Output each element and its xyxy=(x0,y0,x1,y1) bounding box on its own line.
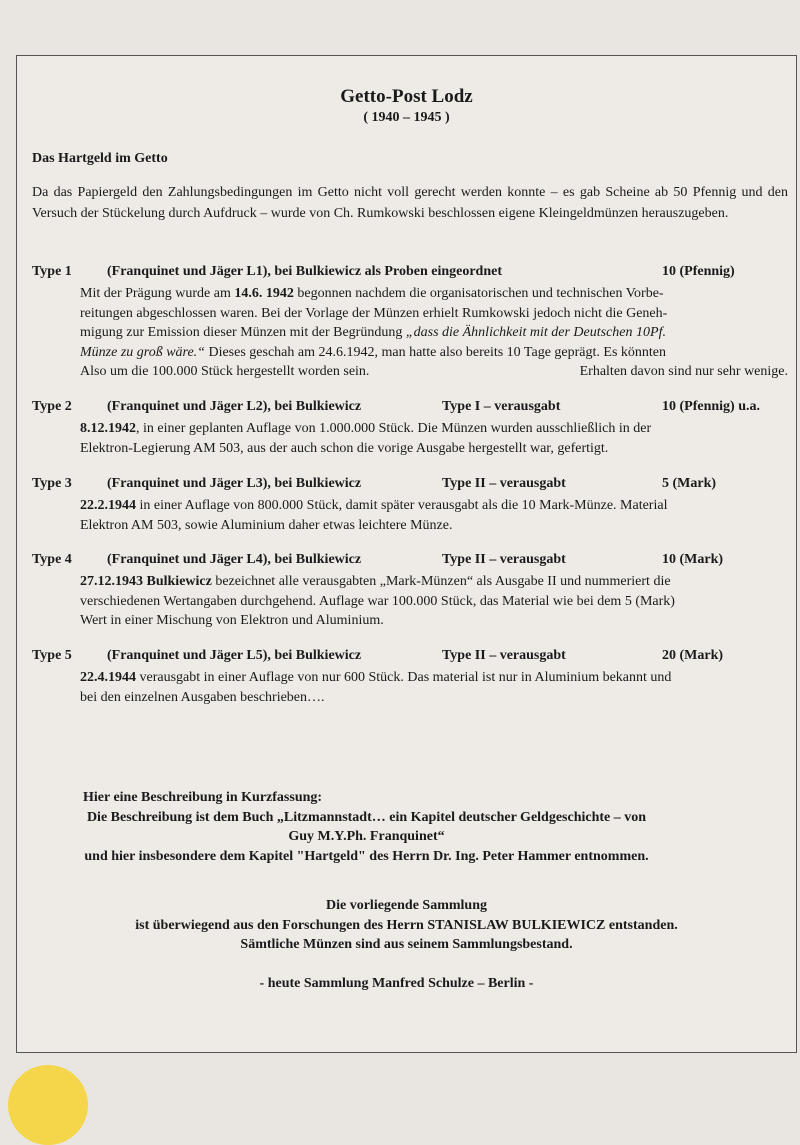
description-line xyxy=(80,592,788,612)
text-part: , in einer geplanten Auflage von 1.000.000 Stück. Die Münzen wurden ausschließlich in der xyxy=(136,421,652,436)
page-subtitle: ( 1940 – 1945 ) xyxy=(363,110,450,125)
type-reference: (Franquinet und Jäger L5), bei Bulkiewicz xyxy=(107,648,362,663)
text-part: begonnen nachdem die organisatorischen und technischen Vorbe- xyxy=(293,286,664,301)
text-part: reitungen abgeschlossen waren. Bei der Vorlage der Münzen erhielt Rumkowski jedoch nicht die Geneh- xyxy=(80,305,668,321)
text-part: Dieses geschah am 24.6.1942, man hatte also bereits 10 Tage geprägt. Es könnten xyxy=(204,344,666,360)
description-line xyxy=(80,516,788,536)
description-line xyxy=(80,496,788,516)
type-value: 5 (Mark) xyxy=(662,476,717,491)
bold-text: 22.4.1944 xyxy=(80,670,136,685)
footer-note: - heute Sammlung Manfred Schulze – Berlin - xyxy=(259,976,534,991)
type-label: Type 3 xyxy=(32,476,72,491)
document-page xyxy=(16,55,797,1053)
description-line xyxy=(80,572,788,592)
collection-line: Sämtliche Münzen sind aus seinem Sammlungsbestand. xyxy=(240,937,573,952)
section-heading: Das Hartgeld im Getto xyxy=(32,151,168,166)
type-label: Type 1 xyxy=(32,264,72,279)
description-line xyxy=(80,688,788,708)
type-label: Type 5 xyxy=(32,648,72,663)
type-reference: (Franquinet und Jäger L4), bei Bulkiewicz xyxy=(107,552,362,567)
collection-block xyxy=(17,896,796,955)
description-line xyxy=(80,439,788,459)
text-part: Elektron AM 503, sowie Aluminium daher etwas leichtere Münze. xyxy=(80,517,453,533)
description-line xyxy=(80,304,788,324)
type-value: 20 (Mark) xyxy=(662,648,724,663)
type-header xyxy=(32,264,792,284)
bold-text: 8.12.1942 xyxy=(80,421,136,436)
description-line xyxy=(80,611,788,631)
description-line xyxy=(80,323,788,343)
description-line xyxy=(80,419,788,439)
type-header xyxy=(32,552,792,572)
type-description xyxy=(80,419,788,458)
type-label: Type 4 xyxy=(32,552,72,567)
type-status: Type I – verausgabt xyxy=(442,399,561,414)
page-title: Getto-Post Lodz xyxy=(340,86,473,107)
text-part: migung zur Emission dieser Münzen mit der Begründung xyxy=(80,325,406,340)
type-description xyxy=(80,284,788,382)
summary-line: Hier eine Beschreibung in Kurzfassung: xyxy=(83,790,323,805)
type-reference: (Franquinet und Jäger L1), bei Bulkiewicz als Proben eingeordnet xyxy=(107,264,502,279)
type-status: Type II – verausgabt xyxy=(442,552,566,567)
bold-text: 22.2.1944 xyxy=(80,498,136,513)
type-status: Type II – verausgabt xyxy=(442,476,566,491)
type-description xyxy=(80,496,788,535)
type-value: 10 (Mark) xyxy=(662,552,724,567)
italic-text: „dass die Ähnlichkeit mit der Deutschen 10Pf. xyxy=(405,325,666,340)
preserved-note: Erhalten davon sind nur sehr wenige. xyxy=(579,364,788,379)
summary-line: Guy M.Y.Ph. Franquinet“ xyxy=(288,829,445,844)
type-label: Type 2 xyxy=(32,399,72,414)
summary-block xyxy=(0,788,756,866)
yellow-circle-mark xyxy=(8,1065,88,1145)
text-part: in einer Auflage von 800.000 Stück, damit später verausgabt als die 10 Mark-Münze. Material xyxy=(136,498,668,513)
text-part: Also um die 100.000 Stück hergestellt worden sein. xyxy=(80,364,370,379)
intro-paragraph: Da das Papiergeld den Zahlungsbedingungen im Getto nicht voll gerecht werden konnte – es gab Scheine ab 50 Pfennig und den Versuch der Stückelung durch Aufdruck – wurde von Ch. Rumkowski beschlossen eigene Kleingeldmünzen herauszugeben. xyxy=(32,185,788,221)
type-value: 10 (Pfennig) xyxy=(662,264,735,279)
bold-text: 27.12.1943 Bulkiewicz xyxy=(80,574,212,589)
bold-text: 14.6. 1942 xyxy=(234,286,294,301)
description-line xyxy=(80,343,788,363)
text-part: Wert in einer Mischung von Elektron und Aluminium. xyxy=(80,613,384,628)
type-reference: (Franquinet und Jäger L3), bei Bulkiewicz xyxy=(107,476,362,491)
text-part: verausgabt in einer Auflage von nur 600 Stück. Das material ist nur in Aluminium bekannt und xyxy=(136,670,672,685)
text-part: bei den einzelnen Ausgaben beschrieben…. xyxy=(80,689,325,705)
type-header xyxy=(32,476,792,496)
collection-line: ist überwiegend aus den Forschungen des Herrn STANISLAW BULKIEWICZ entstanden. xyxy=(135,917,678,933)
type-header xyxy=(32,399,792,419)
summary-line: Die Beschreibung ist dem Buch „Litzmannstadt… ein Kapitel deutscher Geldgeschichte – von xyxy=(86,809,647,825)
collection-line: Die vorliegende Sammlung xyxy=(326,898,487,913)
italic-text: Münze zu groß wäre.“ xyxy=(80,344,205,360)
text-part: Mit der Prägung wurde am xyxy=(80,286,235,301)
type-description xyxy=(80,572,788,631)
type-value: 10 (Pfennig) u.a. xyxy=(662,399,760,414)
description-line xyxy=(80,284,788,304)
type-description xyxy=(80,668,788,707)
type-status: Type II – verausgabt xyxy=(442,648,566,663)
text-part: bezeichnet alle verausgabten „Mark-Münzen“ als Ausgabe II und nummeriert die xyxy=(211,574,671,589)
description-line xyxy=(80,668,788,688)
summary-line: und hier insbesondere dem Kapitel "Hartgeld" des Herrn Dr. Ing. Peter Hammer entnommen. xyxy=(84,848,649,864)
description-line xyxy=(80,362,788,382)
text-part: Elektron-Legierung AM 503, aus der auch schon die vorige Ausgabe hergestellt war, gefertigt. xyxy=(80,440,609,456)
type-reference: (Franquinet und Jäger L2), bei Bulkiewicz xyxy=(107,399,362,414)
text-part: verschiedenen Wertangaben durchgehend. Auflage war 100.000 Stück, das Material wie bei dem 5 (Mark) xyxy=(80,593,675,609)
type-header xyxy=(32,648,792,668)
